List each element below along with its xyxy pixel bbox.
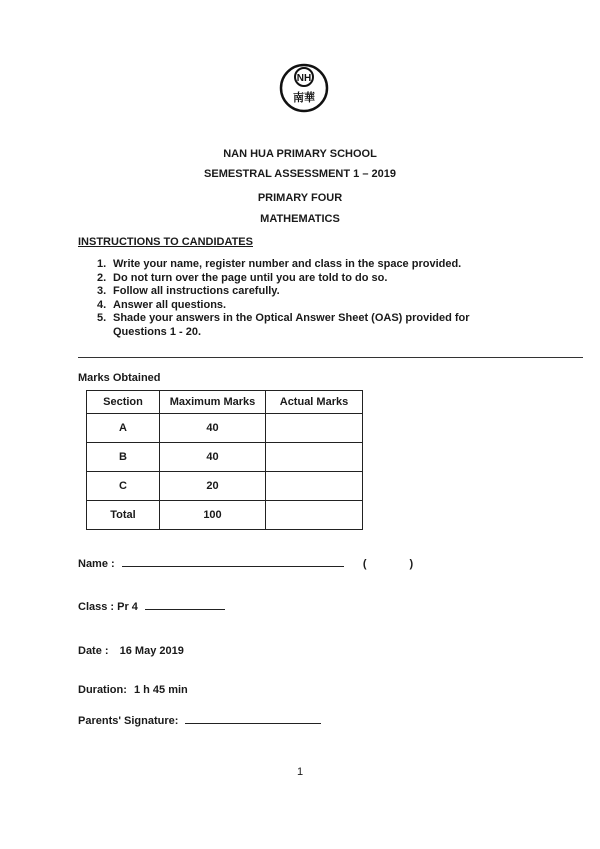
date-value: 16 May 2019 [119, 645, 184, 657]
table-row [87, 501, 363, 530]
logo-chinese: 南華 [293, 91, 315, 104]
assessment-title: SEMESTRAL ASSESSMENT 1 – 2019 [204, 168, 396, 180]
school-logo [279, 62, 329, 114]
header-actual-marks: Actual Marks [266, 391, 363, 414]
actual-marks-cell[interactable] [266, 472, 363, 501]
class-label: Class : Pr 4 [78, 601, 138, 613]
max-marks-cell: 100 [160, 501, 266, 530]
header-maximum-marks: Maximum Marks [160, 391, 266, 414]
max-marks-cell: 40 [160, 414, 266, 443]
section-cell: B [87, 443, 160, 472]
date-row [78, 645, 184, 657]
class-row [78, 599, 225, 613]
level-title: PRIMARY FOUR [257, 192, 343, 204]
table-row [87, 472, 363, 501]
signature-field[interactable] [185, 713, 321, 724]
register-paren-close: ) [409, 558, 414, 570]
actual-marks-cell[interactable] [266, 443, 363, 472]
duration-value: 1 h 45 min [133, 684, 188, 696]
register-paren-open: ( [362, 558, 367, 570]
marks-table [86, 390, 363, 530]
table-row [87, 443, 363, 472]
actual-marks-cell[interactable] [266, 501, 363, 530]
marks-obtained-label: Marks Obtained [78, 372, 161, 384]
max-marks-cell: 40 [160, 443, 266, 472]
instruction-item: 2. Do not turn over the page until you are told to do so. [97, 271, 388, 284]
section-cell: A [87, 414, 160, 443]
duration-label: Duration: [78, 684, 127, 696]
header-section: Section [87, 391, 160, 414]
class-field[interactable] [145, 599, 225, 610]
date-label: Date : [78, 645, 109, 657]
subject-title: MATHEMATICS [260, 213, 340, 225]
divider [78, 357, 583, 358]
duration-row [78, 684, 188, 696]
logo-monogram: NH [296, 73, 312, 84]
max-marks-cell: 20 [160, 472, 266, 501]
name-label: Name : [78, 558, 115, 570]
instructions-heading: INSTRUCTIONS TO CANDIDATES [78, 236, 253, 248]
section-cell: Total [87, 501, 160, 530]
actual-marks-cell[interactable] [266, 414, 363, 443]
page-number: 1 [296, 766, 304, 778]
instruction-item: 5. Shade your answers in the Optical Answer Sheet (OAS) provided for Questions 1 - 20. [97, 312, 470, 338]
instruction-item: 4. Answer all questions. [97, 298, 227, 311]
marks-table-header [87, 391, 363, 414]
name-field[interactable] [122, 556, 344, 567]
section-cell: C [87, 472, 160, 501]
instruction-item: 1. Write your name, register number and class in the space provided. [97, 258, 462, 270]
signature-row [78, 713, 321, 727]
table-row [87, 414, 363, 443]
signature-label: Parents' Signature: [78, 715, 179, 727]
instruction-item: 3. Follow all instructions carefully. [97, 285, 280, 297]
name-row [78, 556, 413, 570]
school-name: NAN HUA PRIMARY SCHOOL [223, 148, 377, 160]
instructions-list [97, 258, 517, 339]
